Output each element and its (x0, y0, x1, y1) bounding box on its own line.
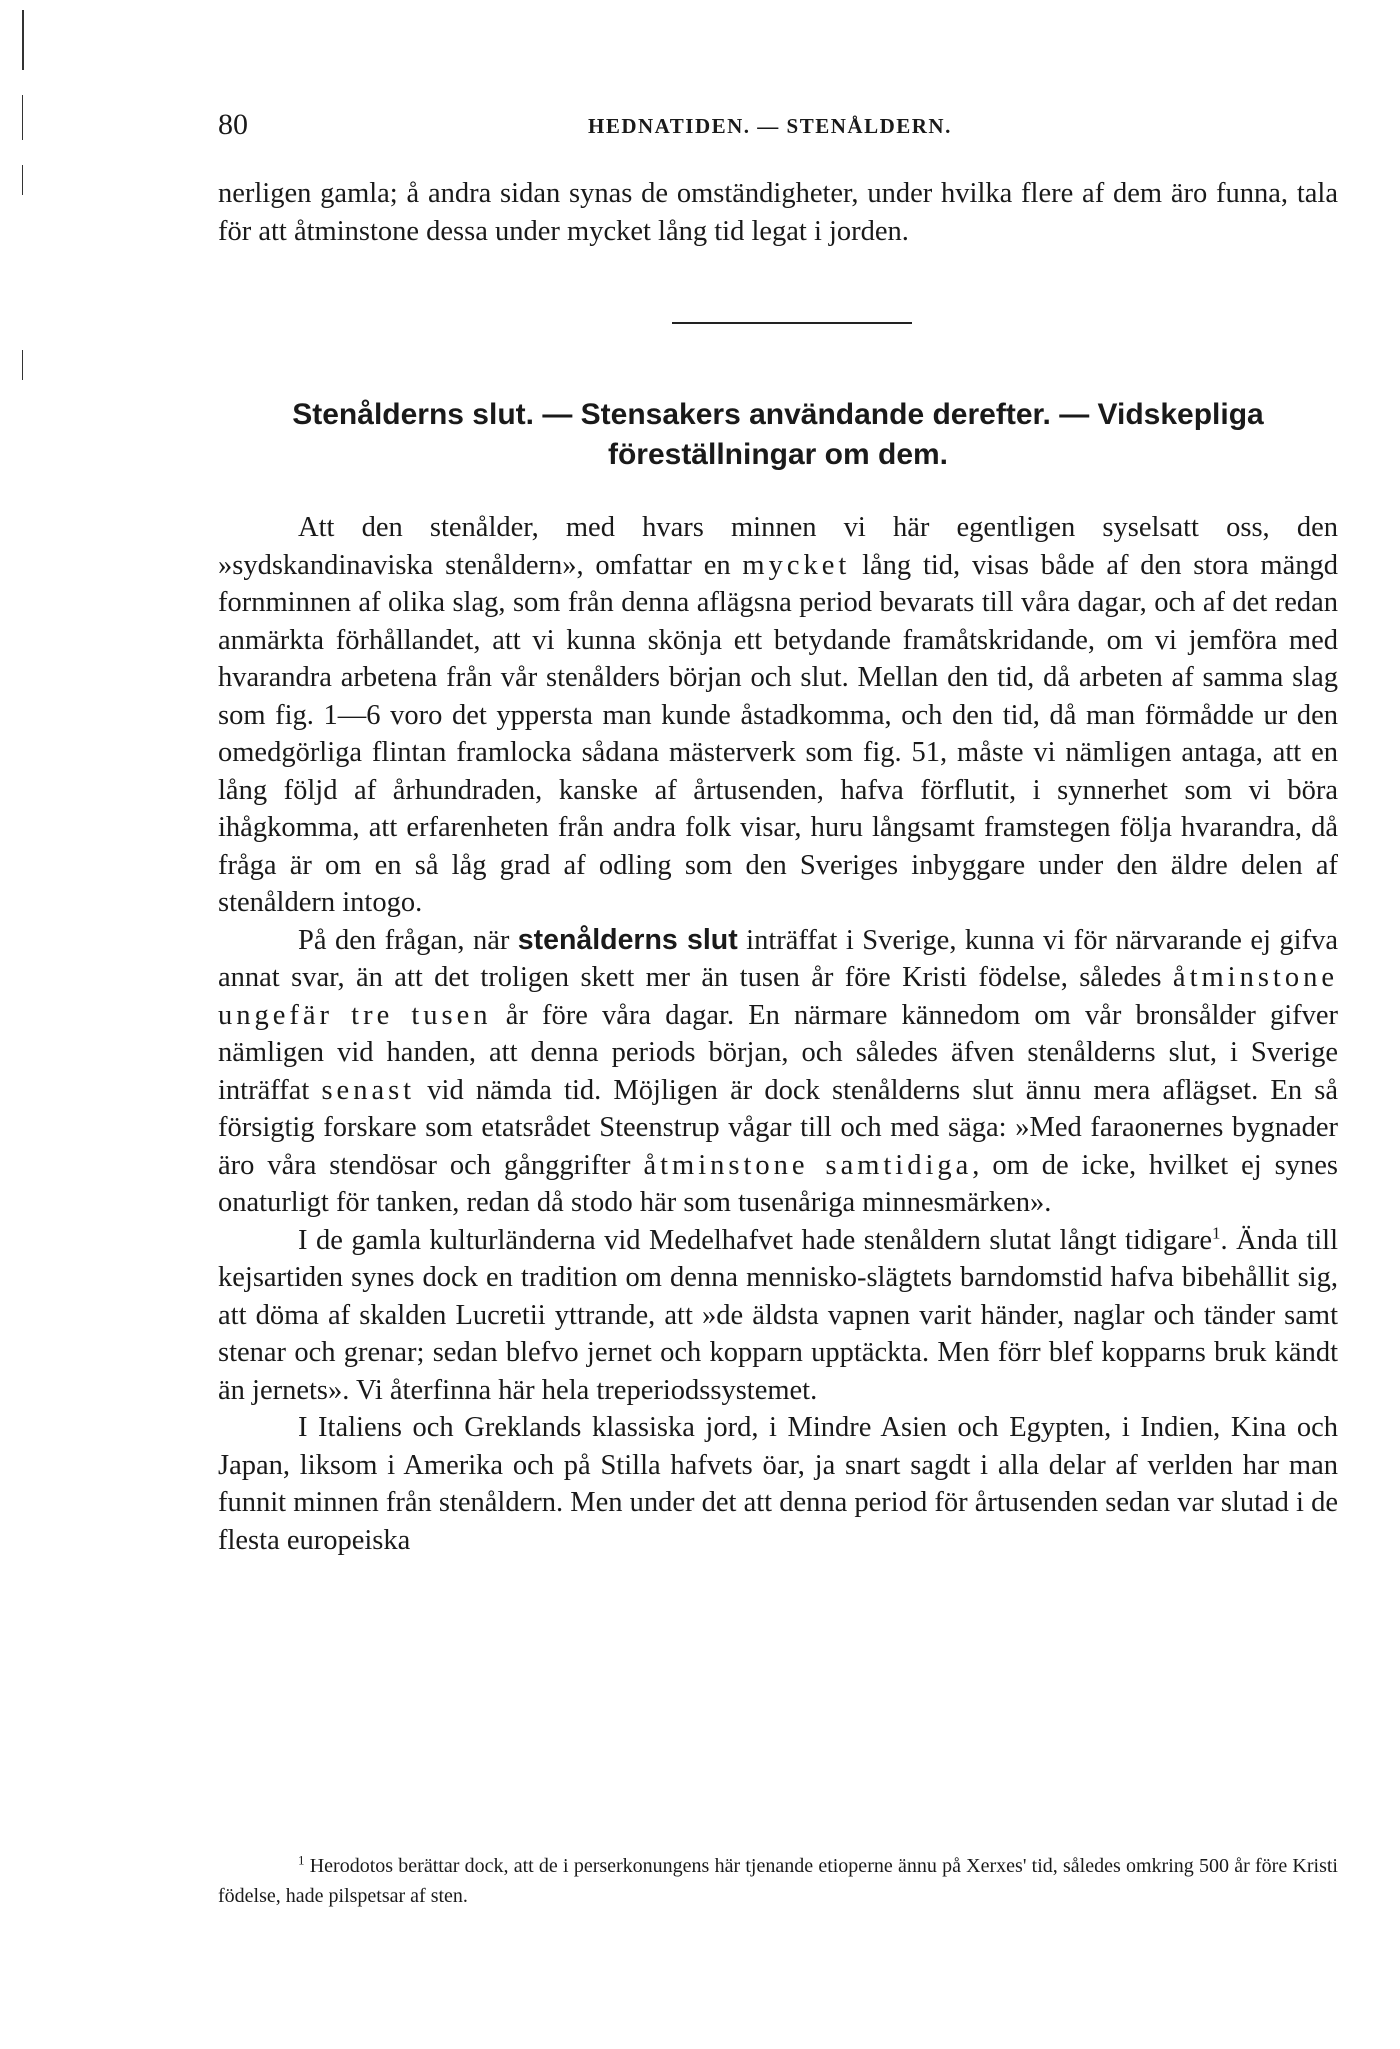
emphasis-bold: stenålderns slut (517, 923, 738, 956)
separator-rule (672, 322, 912, 324)
paragraph-text: år före våra dagar. En närmare kännedom om vår bronsålder gifver nämligen vid handen, att denna periods början, och således äfven stenålderns slut, i Sverige inträffat (218, 999, 1339, 1106)
paragraph-text: . Ända till kejsartiden synes dock en tradition om denna mennisko-slägtets barndomstid hafva bibehållit sig, att döma af skalden Lucretii yttrande, att »de äldsta vapnen varit händer, naglar och tänder samt stenar och grenar; sedan blefvo jernet och kopparn upptäckta. Men förr blef kopparns bruk kändt än jernets». Vi återfinna här hela treperiodssystemet. (218, 1224, 1338, 1406)
paragraph-text: lång tid, visas både af den stora mängd fornminnen af olika slag, som från denna aflägsna period bevarats till våra dagar, och af det redan anmärkta förhållandet, att vi kunna skönja ett betydande framåtskridande, om vi jemföra med hvarandra arbetena från vår stenålders början och slut. Mellan den tid, då arbeten af samma slag som fig. 1—6 voro det yppersta man kunde åstadkomma, och den tid, då man förmådde ur den omedgörliga flintan framlocka sådana mästerverk som fig. 51, måste vi nämligen antaga, att en lång följd af århundraden, kanske af årtusenden, hafva förflutit, i synnerhet som vi böra ihågkomma, att erfarenheten från andra folk visar, huru långsamt framstegen följa hvarandra, då fråga är om en så låg grad af odling som den Sveriges inbyggare under den äldre delen af stenåldern intogo. (218, 549, 1338, 918)
opening-paragraph (218, 175, 1338, 250)
paragraph (218, 922, 1338, 1222)
paragraph (218, 1222, 1338, 1410)
emphasis-spaced: åtminstone ungefär tre tusen (218, 962, 1338, 1031)
paragraph-text: , om de icke, hvilket ej synes onaturligt för tanken, redan då stodo här som tusenåriga minnesmärken». (218, 1149, 1338, 1218)
emphasis-spaced: mycket (742, 549, 851, 581)
scan-margin-mark (22, 165, 23, 195)
section-heading-line-1: Stenålderns slut. — Stensakers användande derefter. — Vidskepliga (292, 398, 1264, 431)
page-number: 80 (218, 108, 248, 141)
footnotes (218, 1851, 1338, 1911)
scan-margin-mark (22, 350, 23, 380)
footnote-text: Herodotos berättar dock, att de i perserkonungens här tjenande etioperne ännu på Xerxes' tid, således omkring 500 år före Kristi födelse, hade pilspetsar af sten. (218, 1855, 1338, 1907)
paragraph-text: Att den stenålder, med hvars minnen vi här egentligen syselsatt oss, den »sydskandinaviska stenåldern», omfattar en (218, 512, 1338, 581)
paragraph-text: inträffat i Sverige, kunna vi för närvarande ej gifva annat svar, än att det troligen skett mer än tusen år före Kristi födelse, således (218, 924, 1338, 993)
paragraph-text: På den frågan, när (298, 924, 518, 956)
scan-margin-mark (22, 10, 24, 70)
opening-paragraph-text: nerligen gamla; å andra sidan synas de omständigheter, under hvilka flere af dem äro funna, tala för att åtminstone dessa under mycket lång tid legat i jorden. (218, 178, 1338, 247)
section-heading-line-2: föreställningar om dem. (607, 438, 949, 471)
paragraph (218, 509, 1338, 922)
running-title: HEDNATIDEN. — STENÅLDERN. (588, 114, 952, 138)
paragraph-text: vid nämda tid. Möjligen är dock stenålderns slut ännu mera aflägset. En så försigtig forskare som etatsrådet Steenstrup vågar till och med säga: »Med faraonernes bygnader äro våra stendösar och gånggrifter (218, 1074, 1338, 1181)
paragraph: I Italiens och Greklands klassiska jord, i Mindre Asien och Egypten, i Indien, Kina och Japan, liksom i Amerika och på Stilla hafvets öar, ja snart sagdt i alla delar af verlden har man funnit minnen från stenåldern. Men under det att denna period för årtusenden sedan var slutad i de flesta europeiska (218, 1412, 1338, 1556)
footnote-marker: 1 (298, 1852, 305, 1868)
emphasis-spaced: åtminstone samtidiga (643, 1149, 973, 1181)
footnote-reference[interactable]: 1 (1212, 1223, 1221, 1242)
scan-margin-mark (22, 95, 23, 140)
section-heading (218, 395, 1338, 475)
body-text (218, 509, 1338, 1559)
running-head (218, 108, 1338, 148)
emphasis-spaced: senast (321, 1074, 416, 1106)
paragraph-text: I de gamla kulturländerna vid Medelhafvet hade stenåldern slutat långt tidigare (298, 1224, 1213, 1256)
footnote (218, 1851, 1338, 1911)
